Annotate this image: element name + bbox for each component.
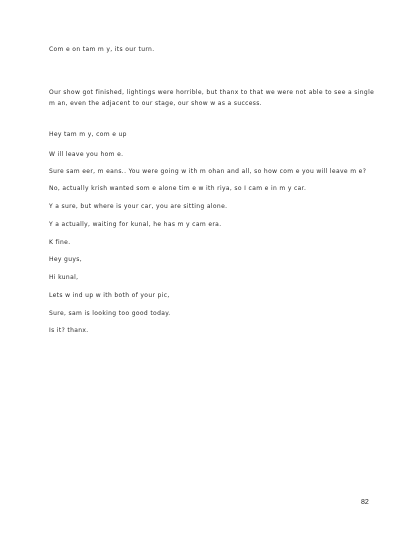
text-line: Hey tam m y, com e up	[49, 131, 127, 138]
text-line: Y a actually, waiting for kunal, he has m y cam era.	[49, 221, 222, 228]
text-line: Our show got finished, lightings were horrible, but thanx to that we were not able to see a single	[49, 89, 375, 96]
page-number: 82	[361, 499, 369, 506]
text-line: No, actually krish wanted som e alone tim e w ith riya, so I cam e in m y car.	[49, 185, 307, 192]
text-line: Hi kunal,	[49, 274, 79, 281]
text-line: K fine.	[49, 239, 71, 246]
text-line: m an, even the adjacent to our stage, our show w as a success.	[49, 100, 263, 107]
text-line: Lets w ind up w ith both of your pic,	[49, 292, 170, 299]
text-line: Com e on tam m y, its our turn.	[49, 46, 155, 53]
text-line: Sure, sam is looking too good today.	[49, 310, 171, 317]
text-line: W ill leave you hom e.	[49, 151, 124, 158]
text-line: Hey guys,	[49, 256, 83, 263]
text-line: Is it? thanx.	[49, 327, 89, 334]
text-line: Y a sure, but where is your car, you are sitting alone.	[49, 203, 228, 210]
text-line: Sure sam eer, m eans.. You were going w ith m ohan and all, so how com e you will leave m e?	[49, 168, 367, 175]
